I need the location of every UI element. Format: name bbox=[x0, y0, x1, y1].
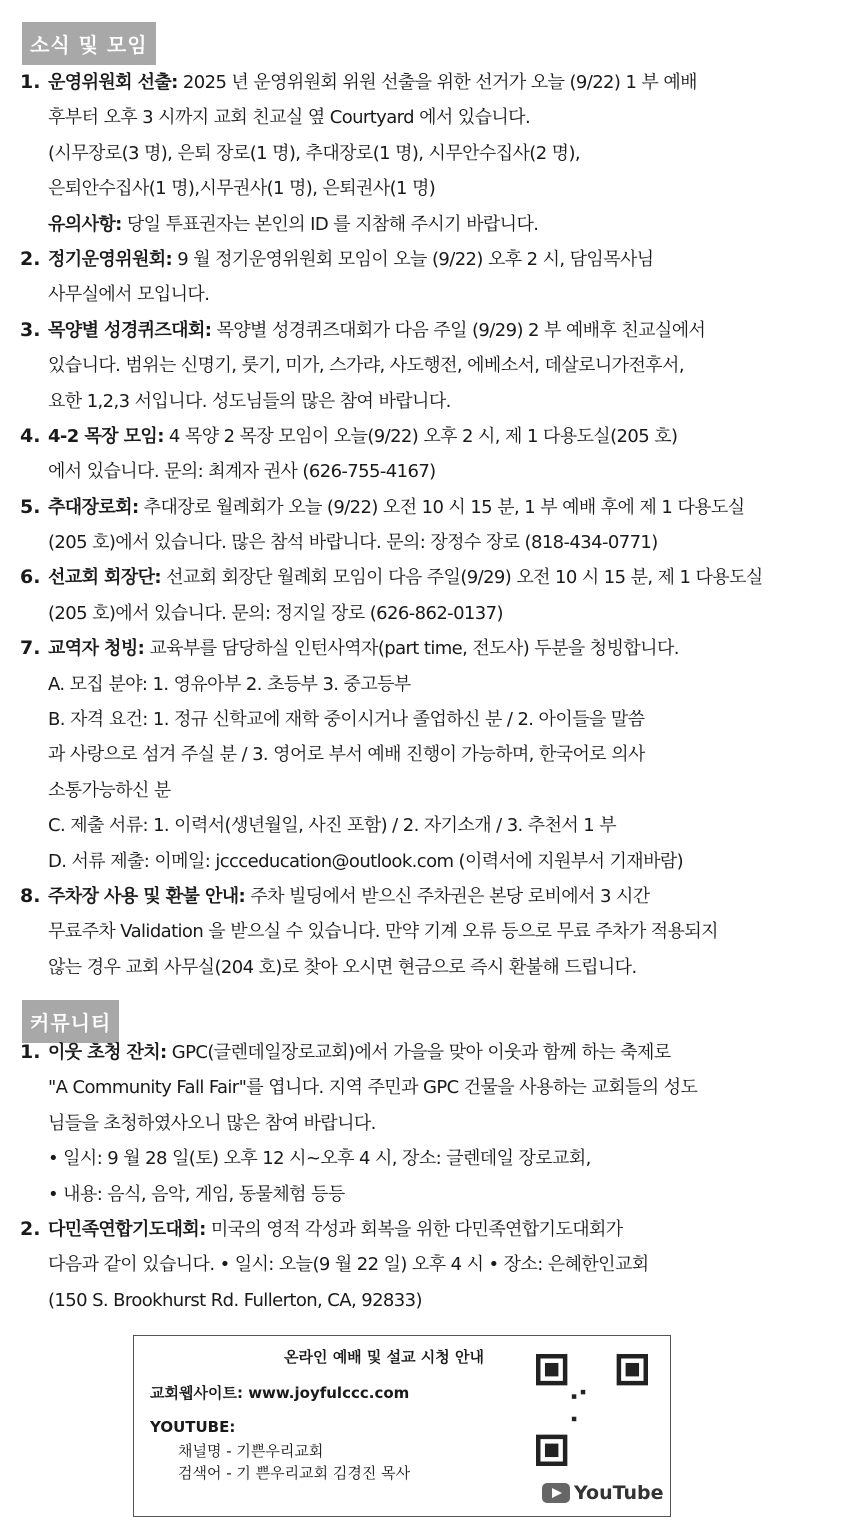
news-list bbox=[0, 65, 852, 985]
item-text: 미국의 영적 각성과 회복을 위한 다민족연합기도대회가 bbox=[205, 1218, 623, 1240]
item-text: D. 서류 제출: 이메일: jccceducation@outlook.com (이력서에 지원부서 기재바람) bbox=[48, 850, 684, 872]
item-title: 교역자 청빙: bbox=[48, 638, 145, 660]
section-header-community: 커뮤니티 bbox=[22, 1000, 119, 1043]
item-text: (205 호)에서 있습니다. 문의: 정지일 장로 (626-862-0137) bbox=[48, 602, 503, 624]
item-line bbox=[0, 454, 852, 489]
item-text: 않는 경우 교회 사무실(204 호)로 찾아 오시면 현금으로 즉시 환불해 드립니다. bbox=[48, 956, 637, 978]
item-number: 1. bbox=[20, 1041, 41, 1063]
item-number: 5. bbox=[20, 495, 41, 518]
list-item bbox=[0, 313, 852, 419]
list-item bbox=[0, 490, 852, 561]
item-text: 있습니다. 범위는 신명기, 룻기, 미가, 스가랴, 사도행전, 에베소서, 데살로니가전후서, bbox=[48, 355, 684, 377]
item-title: 정기운영위원회: bbox=[48, 248, 173, 270]
item-line bbox=[0, 136, 852, 171]
youtube-play-icon bbox=[542, 1483, 570, 1503]
item-line bbox=[0, 879, 852, 914]
item-line bbox=[0, 950, 852, 985]
item-text: 과 사랑으로 섬겨 주실 분 / 3. 영어로 부서 예배 진행이 가능하며, 한국어로 의사 bbox=[48, 744, 645, 766]
item-title: 4-2 목장 모임: bbox=[48, 425, 164, 447]
item-text: "A Community Fall Fair"를 엽니다. 지역 주민과 GPC 건물을 사용하는 교회들의 성도 bbox=[48, 1077, 698, 1099]
item-text: A. 모집 분야: 1. 영유아부 2. 초등부 3. 중고등부 bbox=[48, 673, 411, 695]
item-line bbox=[0, 419, 852, 454]
item-text: 4 목양 2 목장 모임이 오늘(9/22) 오후 2 시, 제 1 다용도실(205 호) bbox=[163, 425, 678, 447]
item-line bbox=[0, 100, 852, 135]
item-line bbox=[0, 667, 852, 702]
item-line bbox=[0, 490, 852, 525]
list-item bbox=[0, 631, 852, 879]
item-text: 교육부를 담당하실 인턴사역자(part time, 전도사) 두분을 청빙합니다. bbox=[144, 638, 679, 660]
list-item bbox=[0, 1035, 852, 1212]
item-text: GPC(글렌데일장로교회)에서 가을을 맞아 이웃과 함께 하는 축제로 bbox=[166, 1042, 671, 1063]
item-line bbox=[0, 914, 852, 949]
list-item bbox=[0, 65, 852, 242]
item-text: 2025 년 운영위원회 위원 선출을 위한 선거가 오늘 (9/22) 1 부 예배 bbox=[177, 72, 697, 93]
item-text: 님들을 초청하였사오니 많은 참여 바랍니다. bbox=[48, 1112, 376, 1134]
item-text: (205 호)에서 있습니다. 많은 참석 바랍니다. 문의: 장정수 장로 (818-434-0771) bbox=[48, 532, 658, 554]
item-note-line bbox=[0, 207, 852, 242]
item-title: 추대장로회: bbox=[48, 496, 139, 518]
item-text: 선교회 회장단 월례회 모임이 다음 주일(9/29) 오전 10 시 15 분, 제 1 다용도실 bbox=[161, 567, 763, 589]
item-text: 주차 빌딩에서 받으신 주차권은 본당 로비에서 3 시간 bbox=[245, 885, 650, 907]
item-line bbox=[0, 1070, 852, 1105]
community-list bbox=[0, 1035, 852, 1318]
item-text: • 내용: 음식, 음악, 게임, 동물체험 등등 bbox=[48, 1183, 345, 1205]
item-text: • 일시: 9 월 28 일(토) 오후 12 시~오후 4 시, 장소: 글렌데일 장로교회, bbox=[48, 1148, 591, 1170]
item-text: B. 자격 요건: 1. 정규 신학교에 재학 중이시거나 졸업하신 분 / 2. 아이들을 말씀 bbox=[48, 709, 645, 731]
item-line bbox=[0, 242, 852, 277]
youtube-logo bbox=[542, 1482, 663, 1504]
list-item bbox=[0, 560, 852, 631]
youtube-channel: 채널명 - 기쁜우리교회 bbox=[178, 1442, 324, 1460]
list-item bbox=[0, 419, 852, 490]
item-line bbox=[0, 1106, 852, 1141]
item-line bbox=[0, 844, 852, 879]
item-title: 운영위원회 선출: bbox=[48, 72, 178, 93]
item-number: 2. bbox=[20, 247, 41, 270]
item-title: 목양별 성경퀴즈대회: bbox=[48, 319, 212, 341]
item-text: 다음과 같이 있습니다. • 일시: 오늘(9 월 22 일) 오후 4 시 • 장소: 은혜한인교회 bbox=[48, 1254, 649, 1276]
item-text: 후부터 오후 3 시까지 교회 친교실 옆 Courtyard 에서 있습니다. bbox=[48, 107, 531, 129]
item-line bbox=[0, 1283, 852, 1318]
item-number: 7. bbox=[20, 637, 41, 660]
item-line bbox=[0, 808, 852, 843]
item-title: 다민족연합기도대회: bbox=[48, 1218, 206, 1240]
item-line bbox=[0, 631, 852, 666]
item-text: (시무장로(3 명), 은퇴 장로(1 명), 추대장로(1 명), 시무안수집사(2 명), bbox=[48, 142, 581, 164]
item-line bbox=[0, 1035, 852, 1070]
item-line bbox=[0, 737, 852, 772]
youtube-label: YOUTUBE: bbox=[150, 1418, 236, 1436]
section-header-news: 소식 및 모임 bbox=[22, 22, 156, 65]
item-text: 목양별 성경퀴즈대회가 다음 주일 (9/29) 2 부 예배후 친교실에서 bbox=[211, 319, 706, 341]
item-title: 주차장 사용 및 환불 안내: bbox=[48, 885, 246, 907]
online-worship-box bbox=[133, 1335, 671, 1517]
item-text: 에서 있습니다. 문의: 최계자 권사 (626-755-4167) bbox=[48, 461, 436, 483]
item-line bbox=[0, 1177, 852, 1212]
item-title: 선교회 회장단: bbox=[48, 567, 161, 589]
note-text: 당일 투표권자는 본인의 ID 를 지참해 주시기 바랍니다. bbox=[121, 213, 539, 235]
item-line bbox=[0, 65, 852, 100]
item-line bbox=[0, 348, 852, 383]
item-line bbox=[0, 313, 852, 348]
item-text: 소통가능하신 분 bbox=[48, 779, 171, 801]
item-text: 요한 1,2,3 서입니다. 성도님들의 많은 참여 바랍니다. bbox=[48, 390, 451, 412]
item-number: 1. bbox=[20, 71, 41, 93]
item-text: 은퇴안수집사(1 명),시무권사(1 명), 은퇴권사(1 명) bbox=[48, 178, 436, 200]
item-text: C. 제출 서류: 1. 이력서(생년월일, 사진 포함) / 2. 자기소개 / 3. 추천서 1 부 bbox=[48, 815, 617, 837]
item-line bbox=[0, 525, 852, 560]
note-label: 유의사항: bbox=[48, 213, 122, 235]
online-box-title: 온라인 예배 및 설교 시청 안내 bbox=[284, 1348, 484, 1366]
item-text: 추대장로 월례회가 오늘 (9/22) 오전 10 시 15 분, 1 부 예배 후에 제 1 다용도실 bbox=[138, 496, 745, 518]
item-line bbox=[0, 596, 852, 631]
list-item bbox=[0, 242, 852, 313]
item-text: 무료주차 Validation 을 받으실 수 있습니다. 만약 기계 오류 등으로 무료 주차가 적용되지 bbox=[48, 921, 718, 943]
item-line bbox=[0, 171, 852, 206]
item-number: 3. bbox=[20, 318, 41, 341]
item-line bbox=[0, 277, 852, 312]
item-line bbox=[0, 384, 852, 419]
item-text: 9 월 정기운영위원회 모임이 오늘 (9/22) 오후 2 시, 담임목사님 bbox=[172, 248, 654, 270]
item-line bbox=[0, 560, 852, 595]
item-line bbox=[0, 773, 852, 808]
item-title: 이웃 초청 잔치: bbox=[48, 1042, 167, 1063]
website-row bbox=[150, 1382, 409, 1403]
item-line bbox=[0, 1247, 852, 1282]
item-number: 8. bbox=[20, 884, 41, 907]
website-label: 교회웹사이트: bbox=[150, 1384, 243, 1402]
website-link[interactable]: www.joyfulccc.com bbox=[248, 1384, 410, 1402]
list-item bbox=[0, 1212, 852, 1318]
item-text: 사무실에서 모입니다. bbox=[48, 284, 210, 306]
list-item bbox=[0, 879, 852, 985]
item-line bbox=[0, 1212, 852, 1247]
item-text: (150 S. Brookhurst Rd. Fullerton, CA, 92833) bbox=[48, 1289, 422, 1311]
qr-code-icon bbox=[536, 1354, 648, 1466]
item-number: 4. bbox=[20, 424, 41, 447]
youtube-search: 검색어 - 기 쁜우리교회 김경진 목사 bbox=[178, 1464, 411, 1482]
item-line bbox=[0, 1141, 852, 1176]
item-line bbox=[0, 702, 852, 737]
item-number: 2. bbox=[20, 1217, 41, 1240]
item-number: 6. bbox=[20, 566, 41, 589]
youtube-logo-text: YouTube bbox=[574, 1482, 664, 1504]
